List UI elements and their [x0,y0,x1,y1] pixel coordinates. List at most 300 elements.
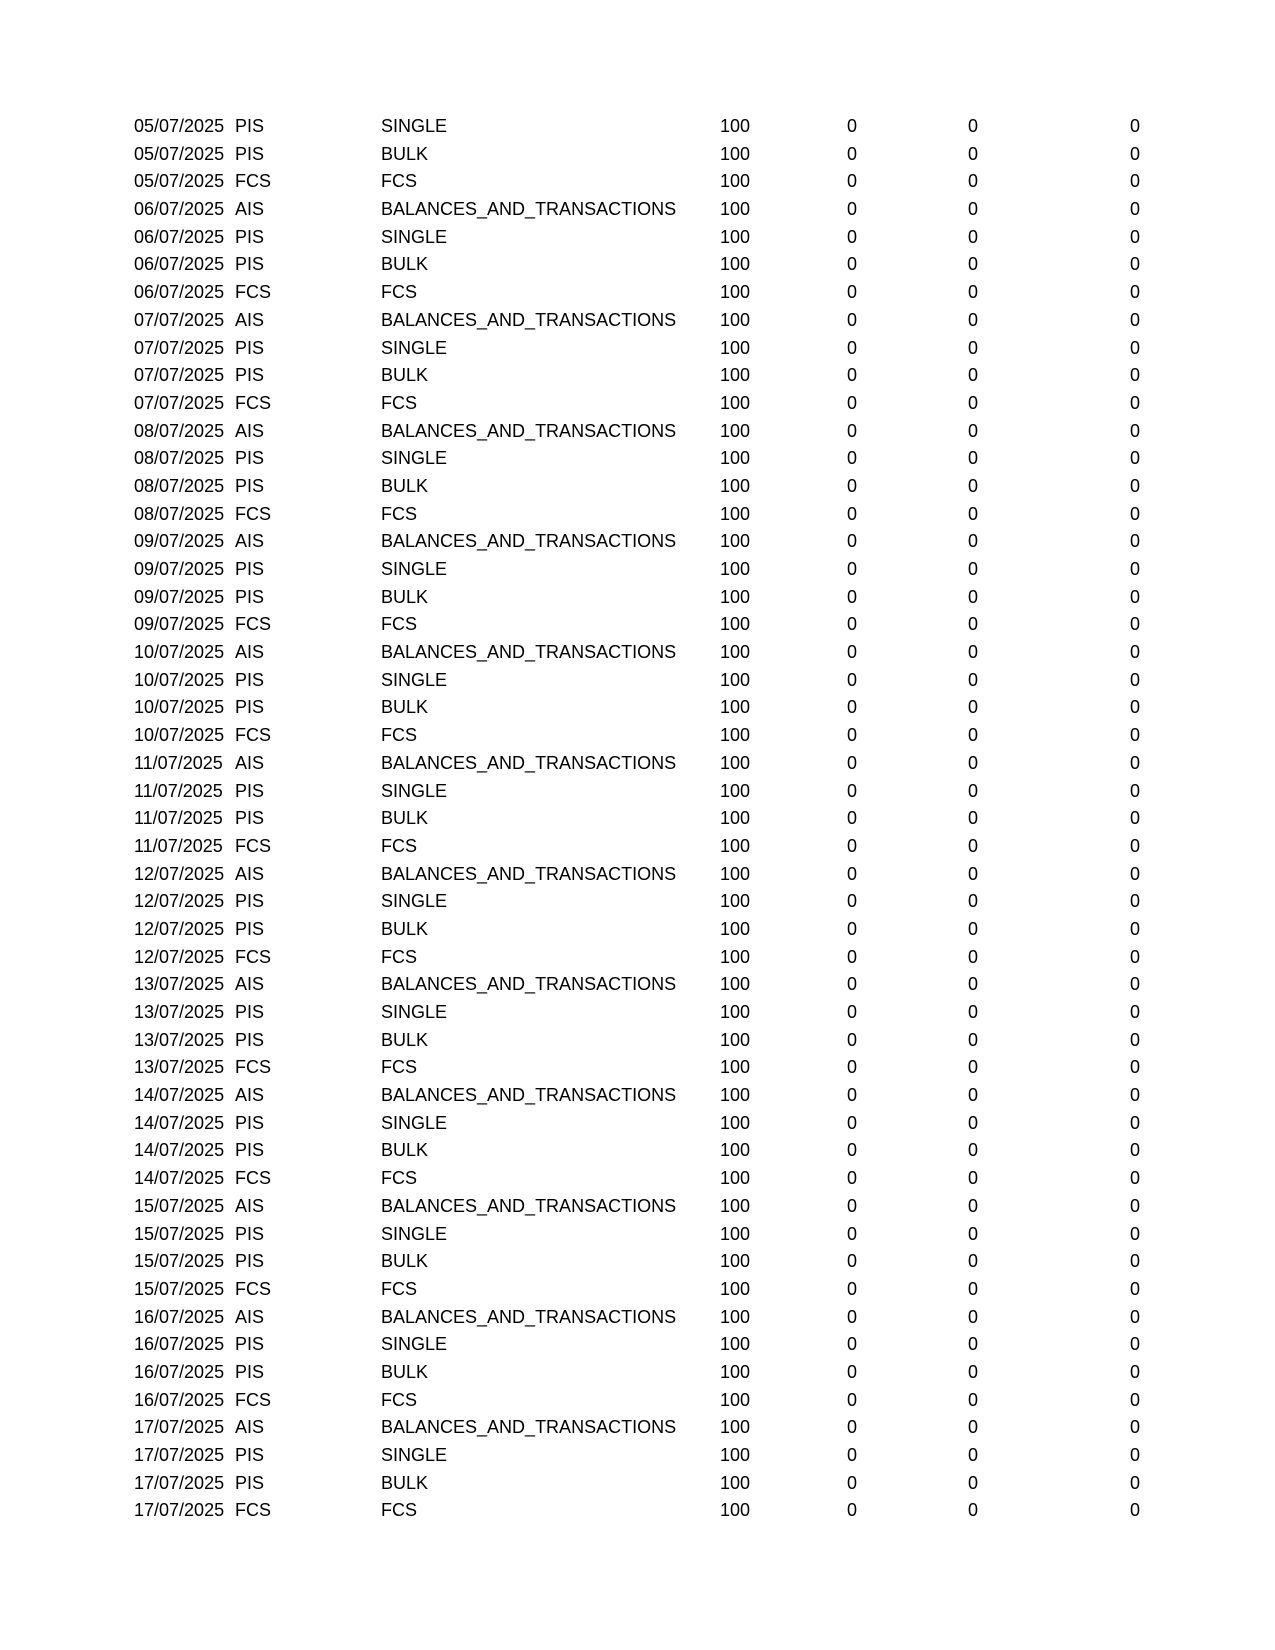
table-row [0,1165,1275,1193]
service-cell: PIS [235,1112,265,1133]
value-2-cell: 0 [846,1472,857,1493]
type-cell: SINGLE [381,337,448,358]
value-1-cell: 100 [719,1002,751,1022]
value-3-cell: 0 [967,697,978,718]
date-cell: 12/07/2025 [134,918,225,939]
value-1-cell: 100 [719,143,751,164]
value-1-cell: 100 [719,309,751,330]
service-cell: PIS [235,1361,265,1382]
value-3-cell: 0 [967,1472,978,1493]
value-2-cell: 0 [846,503,857,524]
value-2-cell: 0 [846,1500,857,1521]
table-row [0,1110,1275,1138]
service-cell: PIS [235,226,265,247]
table-row [0,1082,1275,1110]
service-cell: PIS [235,1002,265,1022]
value-4-cell: 0 [1129,642,1140,663]
table-row [0,307,1275,335]
type-cell: SINGLE [381,116,448,136]
table-row [0,750,1275,778]
date-cell: 05/07/2025 [134,143,225,164]
value-2-cell: 0 [846,697,857,718]
value-2-cell: 0 [846,586,857,607]
date-cell: 17/07/2025 [134,1417,225,1438]
service-cell: AIS [235,1306,265,1327]
value-2-cell: 0 [846,116,857,136]
value-4-cell: 0 [1129,697,1140,718]
table-row [0,501,1275,529]
date-cell: 14/07/2025 [134,1112,225,1133]
value-2-cell: 0 [846,337,857,358]
date-cell: 13/07/2025 [134,1002,225,1022]
type-cell: BALANCES_AND_TRANSACTIONS [381,1195,677,1216]
table-row [0,805,1275,833]
table-row [0,778,1275,806]
value-2-cell: 0 [846,1168,857,1189]
value-3-cell: 0 [967,1389,978,1410]
value-3-cell: 0 [967,752,978,773]
service-cell: AIS [235,1085,265,1106]
value-1-cell: 100 [719,1445,751,1465]
value-4-cell: 0 [1129,1500,1140,1521]
value-1-cell: 100 [719,780,751,801]
value-4-cell: 0 [1129,1195,1140,1216]
value-1-cell: 100 [719,1140,751,1161]
date-cell: 15/07/2025 [134,1195,225,1216]
value-1-cell: 100 [719,974,751,995]
service-cell: PIS [235,365,265,386]
date-cell: 06/07/2025 [134,282,225,303]
value-2-cell: 0 [846,1112,857,1133]
value-2-cell: 0 [846,752,857,773]
type-cell: BALANCES_AND_TRANSACTIONS [381,752,677,773]
type-cell: BALANCES_AND_TRANSACTIONS [381,531,677,552]
value-3-cell: 0 [967,199,978,220]
table-row [0,888,1275,916]
value-2-cell: 0 [846,448,857,469]
type-cell: BALANCES_AND_TRANSACTIONS [381,199,677,220]
value-4-cell: 0 [1129,309,1140,330]
value-1-cell: 100 [719,337,751,358]
date-cell: 10/07/2025 [134,642,225,663]
service-cell: PIS [235,475,265,496]
table-row [0,861,1275,889]
value-2-cell: 0 [846,171,857,192]
service-cell: FCS [235,725,271,746]
date-cell: 15/07/2025 [134,1278,225,1299]
date-cell: 11/07/2025 [134,808,223,829]
table-row [0,168,1275,196]
value-3-cell: 0 [967,1140,978,1161]
service-cell: PIS [235,559,265,579]
value-3-cell: 0 [967,143,978,164]
type-cell: BULK [381,1361,429,1382]
value-3-cell: 0 [967,1029,978,1050]
type-cell: SINGLE [381,669,448,690]
date-cell: 16/07/2025 [134,1334,225,1355]
value-3-cell: 0 [967,1002,978,1022]
value-3-cell: 0 [967,642,978,663]
table-row [0,1137,1275,1165]
date-cell: 11/07/2025 [134,752,223,773]
type-cell: FCS [381,725,417,746]
value-3-cell: 0 [967,1112,978,1133]
value-2-cell: 0 [846,1334,857,1355]
date-cell: 13/07/2025 [134,1057,225,1078]
value-4-cell: 0 [1129,282,1140,303]
service-cell: FCS [235,946,271,967]
type-cell: BULK [381,365,429,386]
date-cell: 07/07/2025 [134,337,225,358]
value-1-cell: 100 [719,835,751,856]
value-4-cell: 0 [1129,531,1140,552]
value-4-cell: 0 [1129,475,1140,496]
type-cell: BULK [381,143,429,164]
date-cell: 08/07/2025 [134,503,225,524]
type-cell: BULK [381,586,429,607]
value-4-cell: 0 [1129,392,1140,413]
table-row [0,390,1275,418]
value-4-cell: 0 [1129,171,1140,192]
value-2-cell: 0 [846,1002,857,1022]
value-1-cell: 100 [719,475,751,496]
value-3-cell: 0 [967,863,978,884]
date-cell: 11/07/2025 [134,780,223,801]
value-4-cell: 0 [1129,1361,1140,1382]
value-2-cell: 0 [846,475,857,496]
value-4-cell: 0 [1129,1112,1140,1133]
value-4-cell: 0 [1129,559,1140,579]
service-cell: PIS [235,1472,265,1493]
value-1-cell: 100 [719,586,751,607]
value-1-cell: 100 [719,1029,751,1050]
date-cell: 06/07/2025 [134,199,225,220]
service-cell: PIS [235,586,265,607]
value-2-cell: 0 [846,1029,857,1050]
value-1-cell: 100 [719,531,751,552]
service-cell: FCS [235,392,271,413]
service-cell: AIS [235,199,265,220]
value-2-cell: 0 [846,1140,857,1161]
date-cell: 12/07/2025 [134,891,225,912]
date-cell: 14/07/2025 [134,1140,225,1161]
table-row [0,1221,1275,1249]
type-cell: BULK [381,1251,429,1272]
value-3-cell: 0 [967,559,978,579]
table-row [0,1497,1275,1525]
value-1-cell: 100 [719,171,751,192]
value-4-cell: 0 [1129,1002,1140,1022]
table-row [0,1193,1275,1221]
value-3-cell: 0 [967,1417,978,1438]
table-row [0,1331,1275,1359]
value-4-cell: 0 [1129,1278,1140,1299]
date-cell: 07/07/2025 [134,365,225,386]
date-cell: 06/07/2025 [134,226,225,247]
value-4-cell: 0 [1129,448,1140,469]
table-row [0,667,1275,695]
value-2-cell: 0 [846,1251,857,1272]
table-row [0,556,1275,584]
value-1-cell: 100 [719,808,751,829]
type-cell: BULK [381,1140,429,1161]
table-row [0,279,1275,307]
service-cell: AIS [235,863,265,884]
service-cell: FCS [235,1500,271,1521]
type-cell: BALANCES_AND_TRANSACTIONS [381,420,677,441]
date-cell: 17/07/2025 [134,1500,225,1521]
value-3-cell: 0 [967,531,978,552]
table-row [0,1027,1275,1055]
value-2-cell: 0 [846,199,857,220]
type-cell: SINGLE [381,780,448,801]
service-cell: AIS [235,531,265,552]
value-2-cell: 0 [846,531,857,552]
value-1-cell: 100 [719,725,751,746]
type-cell: FCS [381,1168,417,1189]
date-cell: 10/07/2025 [134,725,225,746]
value-3-cell: 0 [967,1278,978,1299]
type-cell: BALANCES_AND_TRANSACTIONS [381,1417,677,1438]
value-1-cell: 100 [719,669,751,690]
value-2-cell: 0 [846,1306,857,1327]
value-1-cell: 100 [719,891,751,912]
value-3-cell: 0 [967,669,978,690]
type-cell: SINGLE [381,1002,448,1022]
value-1-cell: 100 [719,1168,751,1189]
value-4-cell: 0 [1129,254,1140,275]
value-2-cell: 0 [846,309,857,330]
value-1-cell: 100 [719,503,751,524]
date-cell: 09/07/2025 [134,531,225,552]
value-4-cell: 0 [1129,1334,1140,1355]
date-cell: 08/07/2025 [134,448,225,469]
value-1-cell: 100 [719,697,751,718]
service-cell: PIS [235,669,265,690]
table-row [0,1359,1275,1387]
value-1-cell: 100 [719,1472,751,1493]
value-1-cell: 100 [719,254,751,275]
value-1-cell: 100 [719,282,751,303]
value-1-cell: 100 [719,199,751,220]
service-cell: FCS [235,1168,271,1189]
service-cell: AIS [235,1417,265,1438]
service-cell: PIS [235,918,265,939]
value-4-cell: 0 [1129,365,1140,386]
table-row [0,916,1275,944]
value-2-cell: 0 [846,559,857,579]
value-3-cell: 0 [967,392,978,413]
value-2-cell: 0 [846,254,857,275]
value-1-cell: 100 [719,1500,751,1521]
date-cell: 07/07/2025 [134,309,225,330]
value-3-cell: 0 [967,725,978,746]
value-3-cell: 0 [967,1195,978,1216]
value-3-cell: 0 [967,337,978,358]
table-row [0,694,1275,722]
value-3-cell: 0 [967,1057,978,1078]
service-cell: PIS [235,1029,265,1050]
value-4-cell: 0 [1129,1085,1140,1106]
value-4-cell: 0 [1129,974,1140,995]
value-4-cell: 0 [1129,503,1140,524]
service-cell: FCS [235,282,271,303]
value-4-cell: 0 [1129,337,1140,358]
value-3-cell: 0 [967,974,978,995]
date-cell: 12/07/2025 [134,863,225,884]
value-4-cell: 0 [1129,808,1140,829]
service-cell: PIS [235,1445,265,1465]
value-4-cell: 0 [1129,199,1140,220]
value-1-cell: 100 [719,1417,751,1438]
value-1-cell: 100 [719,1361,751,1382]
date-cell: 10/07/2025 [134,669,225,690]
table-row [0,251,1275,279]
service-cell: AIS [235,1195,265,1216]
value-4-cell: 0 [1129,1029,1140,1050]
date-cell: 08/07/2025 [134,420,225,441]
type-cell: SINGLE [381,891,448,912]
value-1-cell: 100 [719,1085,751,1106]
value-2-cell: 0 [846,1195,857,1216]
service-cell: PIS [235,891,265,912]
date-cell: 16/07/2025 [134,1361,225,1382]
value-1-cell: 100 [719,1195,751,1216]
date-cell: 17/07/2025 [134,1445,225,1465]
service-cell: FCS [235,1389,271,1410]
date-cell: 14/07/2025 [134,1085,225,1106]
type-cell: SINGLE [381,559,448,579]
type-cell: SINGLE [381,1334,448,1355]
service-cell: AIS [235,309,265,330]
date-cell: 12/07/2025 [134,946,225,967]
value-1-cell: 100 [719,365,751,386]
service-cell: PIS [235,337,265,358]
value-1-cell: 100 [719,1334,751,1355]
service-cell: PIS [235,116,265,136]
date-cell: 16/07/2025 [134,1306,225,1327]
date-cell: 09/07/2025 [134,559,225,579]
value-2-cell: 0 [846,614,857,635]
type-cell: BULK [381,697,429,718]
value-4-cell: 0 [1129,1445,1140,1465]
value-2-cell: 0 [846,365,857,386]
type-cell: FCS [381,614,417,635]
value-3-cell: 0 [967,835,978,856]
value-2-cell: 0 [846,669,857,690]
type-cell: BULK [381,918,429,939]
date-cell: 09/07/2025 [134,614,225,635]
value-1-cell: 100 [719,448,751,469]
value-1-cell: 100 [719,559,751,579]
value-3-cell: 0 [967,1334,978,1355]
service-cell: PIS [235,143,265,164]
table-row [0,224,1275,252]
value-2-cell: 0 [846,226,857,247]
data-table [0,113,1275,1525]
value-3-cell: 0 [967,1361,978,1382]
value-3-cell: 0 [967,918,978,939]
type-cell: FCS [381,503,417,524]
value-3-cell: 0 [967,503,978,524]
table-row [0,445,1275,473]
type-cell: BULK [381,808,429,829]
value-1-cell: 100 [719,863,751,884]
value-3-cell: 0 [967,1445,978,1465]
value-1-cell: 100 [719,1278,751,1299]
value-1-cell: 100 [719,1057,751,1078]
service-cell: AIS [235,974,265,995]
value-4-cell: 0 [1129,946,1140,967]
service-cell: FCS [235,171,271,192]
value-3-cell: 0 [967,780,978,801]
table-row [0,584,1275,612]
value-3-cell: 0 [967,946,978,967]
value-3-cell: 0 [967,226,978,247]
value-4-cell: 0 [1129,143,1140,164]
type-cell: BALANCES_AND_TRANSACTIONS [381,974,677,995]
value-3-cell: 0 [967,808,978,829]
type-cell: BALANCES_AND_TRANSACTIONS [381,1306,677,1327]
table-row [0,1276,1275,1304]
table-row [0,335,1275,363]
value-4-cell: 0 [1129,586,1140,607]
type-cell: FCS [381,1278,417,1299]
type-cell: FCS [381,392,417,413]
value-1-cell: 100 [719,392,751,413]
value-3-cell: 0 [967,254,978,275]
value-3-cell: 0 [967,116,978,136]
value-2-cell: 0 [846,808,857,829]
value-3-cell: 0 [967,448,978,469]
table-row [0,1470,1275,1498]
service-cell: PIS [235,448,265,469]
value-1-cell: 100 [719,1112,751,1133]
date-cell: 07/07/2025 [134,392,225,413]
date-cell: 15/07/2025 [134,1251,225,1272]
service-cell: AIS [235,642,265,663]
value-2-cell: 0 [846,780,857,801]
value-1-cell: 100 [719,752,751,773]
value-1-cell: 100 [719,1389,751,1410]
value-4-cell: 0 [1129,614,1140,635]
value-2-cell: 0 [846,1278,857,1299]
value-3-cell: 0 [967,475,978,496]
value-4-cell: 0 [1129,863,1140,884]
value-2-cell: 0 [846,863,857,884]
date-cell: 08/07/2025 [134,475,225,496]
table-row [0,1054,1275,1082]
value-4-cell: 0 [1129,918,1140,939]
value-4-cell: 0 [1129,1223,1140,1244]
type-cell: SINGLE [381,1223,448,1244]
service-cell: PIS [235,808,265,829]
value-2-cell: 0 [846,918,857,939]
date-cell: 14/07/2025 [134,1168,225,1189]
type-cell: BULK [381,475,429,496]
value-2-cell: 0 [846,835,857,856]
value-3-cell: 0 [967,420,978,441]
value-3-cell: 0 [967,1251,978,1272]
table-row [0,1387,1275,1415]
table-row [0,362,1275,390]
value-4-cell: 0 [1129,669,1140,690]
date-cell: 13/07/2025 [134,1029,225,1050]
table-row [0,1248,1275,1276]
table-row [0,113,1275,141]
value-4-cell: 0 [1129,1417,1140,1438]
value-1-cell: 100 [719,614,751,635]
